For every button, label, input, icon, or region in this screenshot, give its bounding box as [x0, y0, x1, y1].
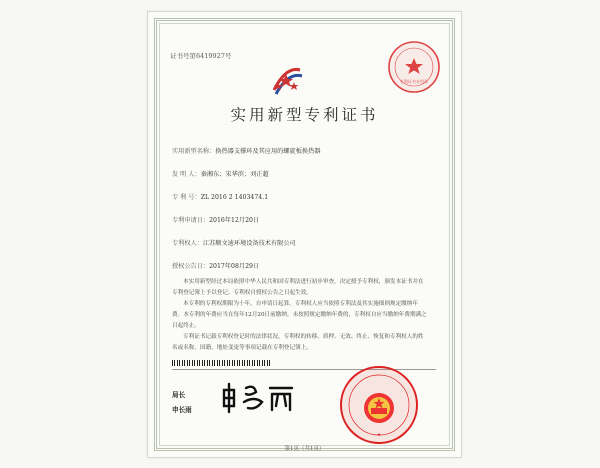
paragraph-term: 本专利的专利权期限为十年，自申请日起算。专利权人应当依照专利法及其实施细则规定缴纳年费。本专利的年费应当在每年12月20日前缴纳。未按照规定缴纳年费的，专利权自应当缴纳年费期满之日起终止。 [172, 301, 427, 329]
field-utility-model-name [172, 146, 321, 155]
svg-text:专利证书专用章: 专利证书专用章 [400, 79, 428, 84]
svg-text:★: ★ [376, 433, 382, 438]
national-emblem-seal [338, 364, 420, 446]
field-value: 2017年08月29日 [209, 263, 260, 270]
director-name: 申长雨 [172, 406, 192, 414]
top-official-seal [386, 39, 442, 95]
director-title: 局长 [172, 391, 186, 399]
field-value: 换热器支撑环及其应用的螺旋板换热器 [215, 148, 321, 155]
handwritten-signature [220, 380, 300, 414]
field-application-date [172, 215, 259, 224]
field-value: 江苏顺文迪环境设备技术有限公司 [202, 240, 296, 247]
field-label: 专利权人： [172, 240, 203, 247]
emblem-stars-icon [266, 60, 306, 100]
field-inventors [172, 169, 269, 178]
patent-certificate [147, 11, 462, 458]
paragraph-grant: 本实用新型经过本局依照中华人民共和国专利法进行初步审查，决定授予专利权，颁发本证书并在专利登记簿上予以登记。专利权自授权公告之日起生效。 [172, 279, 424, 296]
certificate-number: 证书号第6419927号 [170, 52, 232, 60]
field-value: ZL 2016 2 1403474.1 [200, 194, 269, 201]
paragraph-legal-status: 专利证书记载专利权登记时的法律状况。专利权的转移、质押、无效、终止、恢复和专利权人的姓名或名称、国籍、地址变更等事项记载在专利登记簿上。 [172, 334, 424, 351]
field-label: 专 利 号： [172, 194, 201, 201]
field-label: 专利申请日： [172, 217, 210, 224]
field-label: 实用新型名称： [172, 148, 216, 155]
page-footer: 第1页（共1页） [284, 446, 325, 452]
field-value: 2016年12月20日 [209, 217, 260, 224]
field-patentee [172, 238, 296, 247]
field-patent-number [172, 192, 268, 201]
barcode [172, 360, 272, 366]
field-grant-date [172, 261, 259, 270]
certificate-title: 实用新型专利证书 [230, 106, 379, 124]
field-label: 授权公告日： [172, 263, 210, 270]
field-value: 秦湘东；宋华滨；刘正超 [200, 171, 269, 178]
field-label: 发 明 人： [172, 171, 201, 178]
